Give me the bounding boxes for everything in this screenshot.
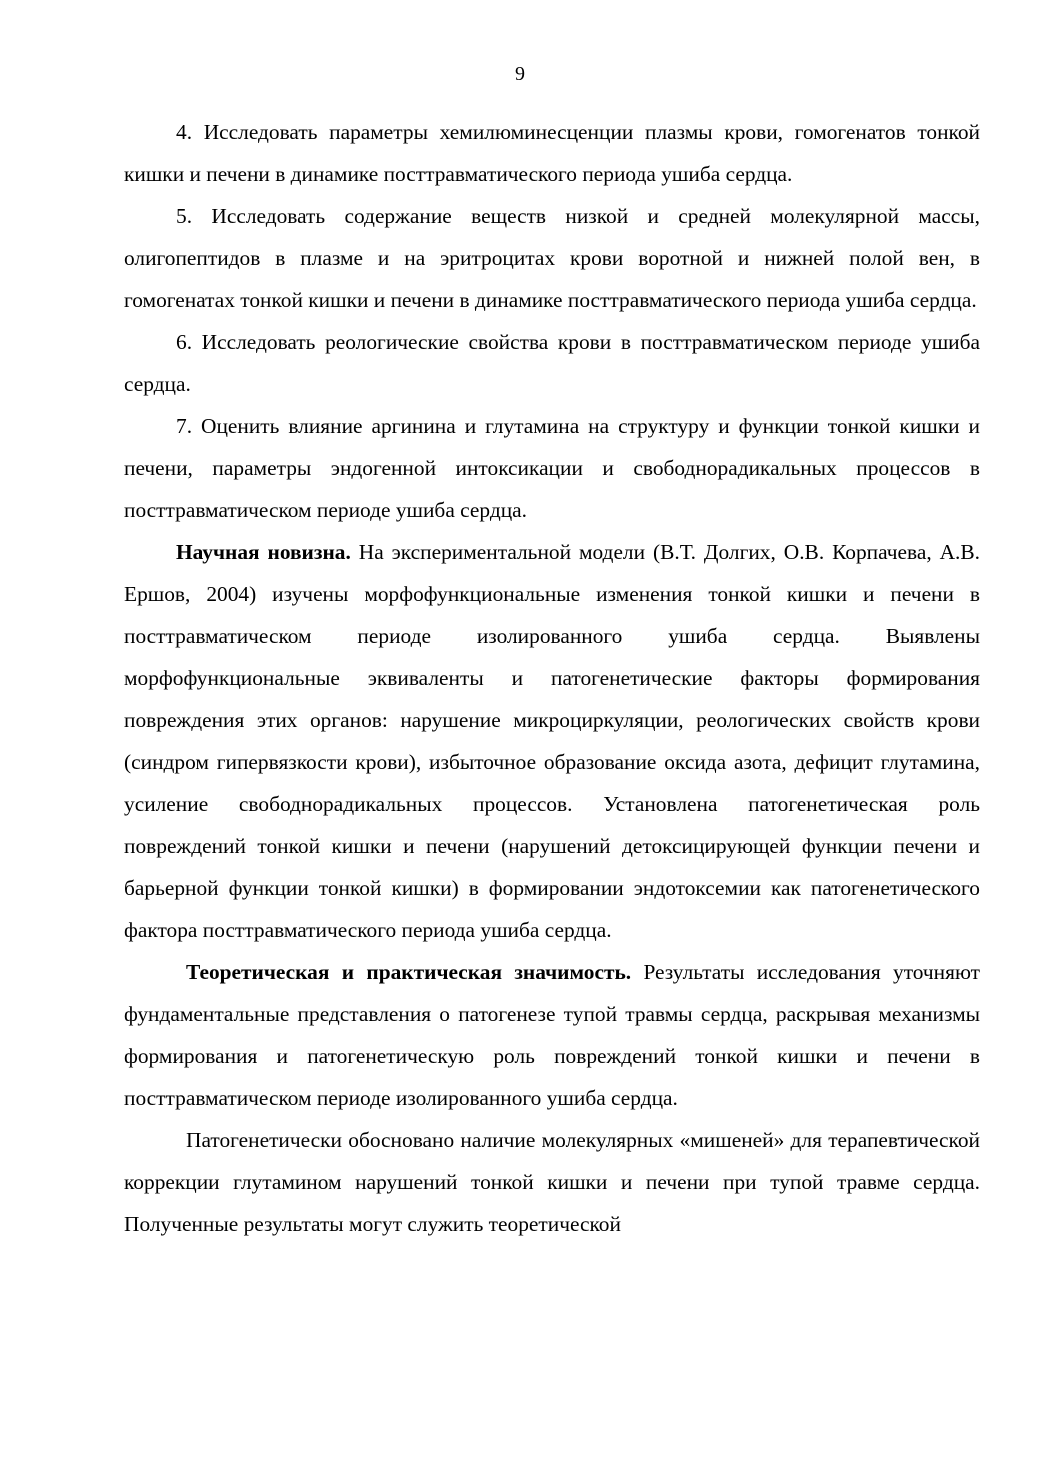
- paragraph-text: 4. Исследовать параметры хемилюминесценции плазмы крови, гомогенатов тонкой кишки и печени в динамике посттравматического периода ушиба сердца.: [124, 120, 980, 186]
- paragraph-text: 6. Исследовать реологические свойства крови в посттравматическом периоде ушиба сердца.: [124, 330, 980, 396]
- paragraph-text: 7. Оценить влияние аргинина и глутамина на структуру и функции тонкой кишки и печени, параметры эндогенной интоксикации и свободнорадикальных процессов в посттравматическом периоде ушиба сердца.: [124, 414, 980, 522]
- paragraph-text: 5. Исследовать содержание веществ низкой и средней молекулярной массы, олигопептидов в плазме и на эритроцитах крови воротной и нижней полой вен, в гомогенатах тонкой кишки и печени в динамике посттравматического периода ушиба сердца.: [124, 204, 980, 312]
- paragraph-text: Результаты исследования уточняют фундаментальные представления о патогенезе тупой травмы сердца, раскрывая механизмы формирования и патогенетическую роль повреждений тонкой кишки и печени в посттравматическом периоде изолированного ушиба сердца.: [124, 960, 980, 1110]
- justification-paragraph: [124, 1119, 980, 1245]
- task-item-7: [124, 405, 980, 531]
- significance-paragraph: [124, 951, 980, 1119]
- page-number: 9: [515, 63, 525, 85]
- task-item-5: [124, 195, 980, 321]
- task-item-4: [124, 111, 980, 195]
- paragraph-text: На экспериментальной модели (В.Т. Долгих, О.В. Корпачева, А.В. Ершов, 2004) изучены морфофункциональные изменения тонкой кишки и печени в посттравматическом периоде изолированного ушиба сердца. Выявлены морфофункциональные эквиваленты и патогенетические факторы формирования повреждения этих органов: нарушение микроциркуляции, реологических свойств крови (синдром гипервязкости крови), избыточное образование оксида азота, дефицит глутамина, усиление свободнорадикальных процессов. Установлена патогенетическая роль повреждений тонкой кишки и печени (нарушений детоксицирующей функции печени и барьерной функции тонкой кишки) в формировании эндотоксемии как патогенетического фактора посттравматического периода ушиба сердца.: [124, 540, 980, 942]
- paragraph-text: Патогенетически обосновано наличие молекулярных «мишеней» для терапевтической коррекции глутамином нарушений тонкой кишки и печени при тупой травме сердца. Полученные результаты могут служить теоретической: [124, 1128, 980, 1236]
- page-body: [124, 111, 980, 1245]
- task-item-6: [124, 321, 980, 405]
- scientific-novelty-paragraph: [124, 531, 980, 951]
- section-heading-scientific-novelty: Научная новизна.: [176, 540, 351, 564]
- section-heading-significance: Теоретическая и практическая значимость.: [186, 960, 632, 984]
